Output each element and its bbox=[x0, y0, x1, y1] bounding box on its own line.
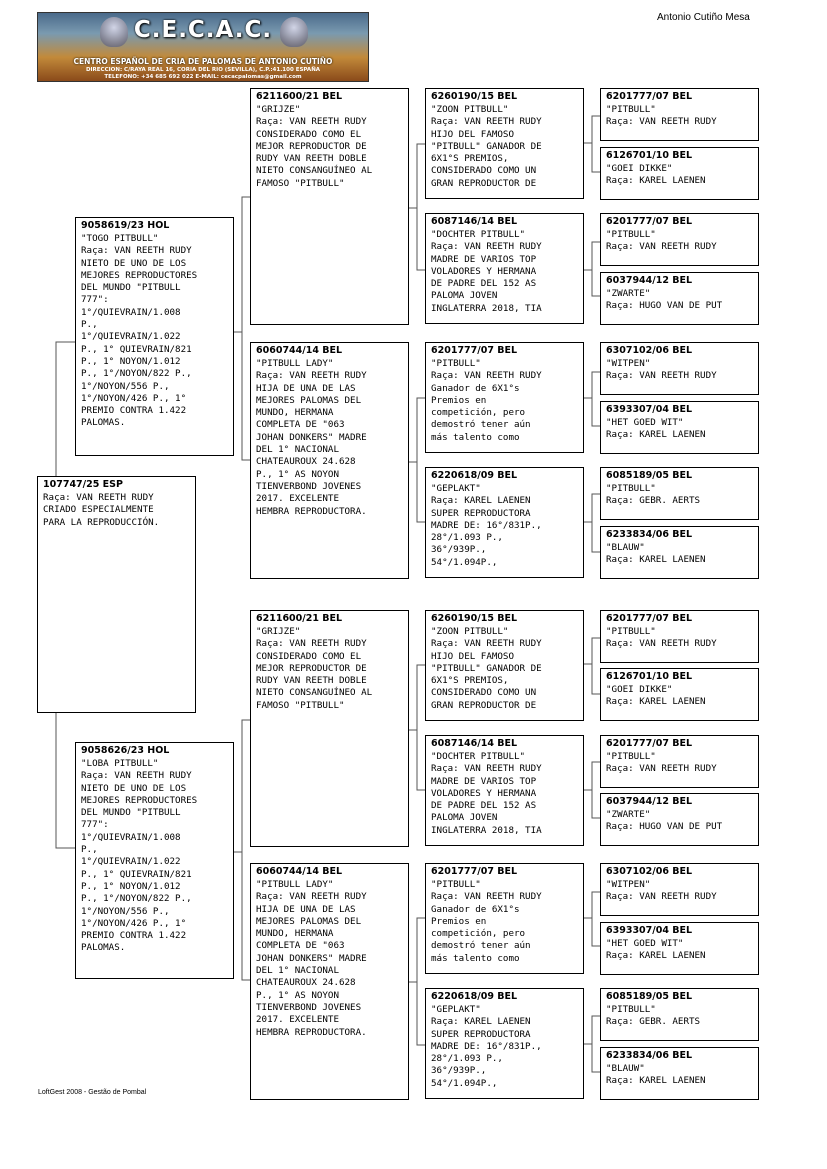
pigeon-description: "DOCHTER PITBULL" Raça: VAN REETH RUDY MADRE DE VARIOS TOP VOLADORES Y HERMANA DE PADRE DEL 152 AS PALOMA JOVEN INGLATERRA 2018, TIA bbox=[431, 751, 542, 836]
ring-number: 6260190/15 BEL bbox=[431, 613, 518, 624]
logo-subtitle: CENTRO ESPAÑOL DE CRIA DE PALOMAS DE ANTONIO CUTIÑO bbox=[73, 57, 333, 66]
ring-number: 6307102/06 BEL bbox=[606, 866, 693, 877]
cecac-logo bbox=[37, 12, 369, 82]
pigeon-description: "BLAUW" Raça: KAREL LAENEN bbox=[606, 542, 706, 566]
pigeon-description: "GRIJZE" Raça: VAN REETH RUDY CONSIDERADO COMO EL MEJOR REPRODUCTOR DE RUDY VAN REETH DOBLE NIETO CONSANGUÍNEO AL FAMOSO "PITBULL" bbox=[256, 104, 373, 189]
pigeon-description: "PITBULL" Raça: VAN REETH RUDY bbox=[606, 626, 717, 650]
ancestor-card bbox=[600, 793, 759, 846]
ancestor-card bbox=[600, 467, 759, 520]
ring-number: 6233834/06 BEL bbox=[606, 529, 693, 540]
pigeon-description: Raça: VAN REETH RUDY CRIADO ESPECIALMENTE PARA LA REPRODUCCIÓN. bbox=[43, 492, 160, 528]
pigeon-description: "HET GOED WIT" Raça: KAREL LAENEN bbox=[606, 938, 706, 962]
ancestor-card bbox=[600, 526, 759, 579]
pigeon-description: "PITBULL" Raça: VAN REETH RUDY Ganador de 6X1°s Premios en competición, pero demostró tener aún más talento como bbox=[431, 358, 542, 443]
subject-card bbox=[37, 476, 196, 713]
pigeon-description: "PITBULL" Raça: VAN REETH RUDY Ganador de 6X1°s Premios en competición, pero demostró tener aún más talento como bbox=[431, 879, 542, 964]
ring-number: 6211600/21 BEL bbox=[256, 613, 343, 624]
ring-number: 6085189/05 BEL bbox=[606, 991, 693, 1002]
ancestor-card bbox=[600, 1047, 759, 1100]
pigeon-description: "WITPEN" Raça: VAN REETH RUDY bbox=[606, 879, 717, 903]
pigeon-description: "GEPLAKT" Raça: KAREL LAENEN SUPER REPRODUCTORA MADRE DE: 16°/831P., 28°/1.093 P., 36°/939P., 54°/1.094P., bbox=[431, 1004, 542, 1089]
ancestor-card bbox=[600, 610, 759, 663]
grandparent-card bbox=[250, 88, 409, 325]
logo-title: C.E.C.A.C. bbox=[133, 17, 273, 43]
great-grandparent-card bbox=[425, 213, 584, 324]
pigeon-description: "ZWARTE" Raça: HUGO VAN DE PUT bbox=[606, 809, 723, 833]
pigeon-description: "ZWARTE" Raça: HUGO VAN DE PUT bbox=[606, 288, 723, 312]
ring-number: 6220618/09 BEL bbox=[431, 991, 518, 1002]
great-grandparent-card bbox=[425, 342, 584, 453]
great-grandparent-card bbox=[425, 863, 584, 974]
pigeon-description: "PITBULL" Raça: VAN REETH RUDY bbox=[606, 229, 717, 253]
sire-card bbox=[75, 217, 234, 456]
great-grandparent-card bbox=[425, 467, 584, 578]
great-grandparent-card bbox=[425, 735, 584, 846]
ancestor-card bbox=[600, 88, 759, 141]
pigeon-description: "PITBULL" Raça: GEBR. AERTS bbox=[606, 1004, 701, 1028]
dam-card bbox=[75, 742, 234, 979]
grandparent-card bbox=[250, 342, 409, 579]
pigeon-description: "TOGO PITBULL" Raça: VAN REETH RUDY NIETO DE UNO DE LOS MEJORES REPRODUCTORES DEL MUNDO "PITBULL 777": 1°/QUIEVRAIN/1.008 P., 1°/QUIEVRAIN/1.022 P., 1° QUIEVRAIN/821 P., 1° NOYON/1.012 P., 1°/NOYON/822 P., 1°/NOYON/556 P., 1°/NOYON/426 P., 1° PREMIO CONTRA 1.422 PALOMAS. bbox=[81, 233, 198, 429]
ring-number: 9058626/23 HOL bbox=[81, 745, 170, 756]
pigeon-description: "PITBULL" Raça: VAN REETH RUDY bbox=[606, 751, 717, 775]
pigeon-description: "LOBA PITBULL" Raça: VAN REETH RUDY NIETO DE UNO DE LOS MEJORES REPRODUCTORES DEL MUNDO "PITBULL 777": 1°/QUIEVRAIN/1.008 P., 1°/QUIEVRAIN/1.022 P., 1° QUIEVRAIN/821 P., 1° NOYON/1.012 P., 1°/NOYON/822 P., 1°/NOYON/556 P., 1°/NOYON/426 P., 1° PREMIO CONTRA 1.422 PALOMAS. bbox=[81, 758, 198, 954]
ring-number: 6060744/14 BEL bbox=[256, 345, 343, 356]
ring-number: 9058619/23 HOL bbox=[81, 220, 170, 231]
ancestor-card bbox=[600, 213, 759, 266]
pigeon-description: "BLAUW" Raça: KAREL LAENEN bbox=[606, 1063, 706, 1087]
pigeon-description: "DOCHTER PITBULL" Raça: VAN REETH RUDY MADRE DE VARIOS TOP VOLADORES Y HERMANA DE PADRE DEL 152 AS PALOMA JOVEN INGLATERRA 2018, TIA bbox=[431, 229, 542, 314]
ring-number: 107747/25 ESP bbox=[43, 479, 123, 490]
ring-number: 6201777/07 BEL bbox=[431, 866, 518, 877]
pigeon-description: "PITBULL" Raça: GEBR. AERTS bbox=[606, 483, 701, 507]
grandparent-card bbox=[250, 610, 409, 847]
ancestor-card bbox=[600, 401, 759, 454]
pigeon-description: "PITBULL LADY" Raça: VAN REETH RUDY HIJA DE UNA DE LAS MEJORES PALOMAS DEL MUNDO, HERMANA COMPLETA DE "063 JOHAN DONKERS" MADRE DEL 1° NACIONAL CHATEAUROUX 24.628 P., 1° AS NOYON TIENVERBOND JOVENES 2017. EXCELENTE HEMBRA REPRODUCTORA. bbox=[256, 879, 367, 1038]
ring-number: 6201777/07 BEL bbox=[431, 345, 518, 356]
ring-number: 6126701/10 BEL bbox=[606, 671, 693, 682]
pigeon-description: "ZOON PITBULL" Raça: VAN REETH RUDY HIJO DEL FAMOSO "PITBULL" GANADOR DE 6X1°S PREMIOS, CONSIDERADO COMO UN GRAN REPRODUCTOR DE bbox=[431, 104, 542, 189]
ring-number: 6201777/07 BEL bbox=[606, 216, 693, 227]
ring-number: 6211600/21 BEL bbox=[256, 91, 343, 102]
ancestor-card bbox=[600, 735, 759, 788]
pigeon-description: "GEPLAKT" Raça: KAREL LAENEN SUPER REPRODUCTORA MADRE DE: 16°/831P., 28°/1.093 P., 36°/939P., 54°/1.094P., bbox=[431, 483, 542, 568]
ring-number: 6037944/12 BEL bbox=[606, 275, 693, 286]
great-grandparent-card bbox=[425, 988, 584, 1099]
ring-number: 6126701/10 BEL bbox=[606, 150, 693, 161]
pigeon-description: "ZOON PITBULL" Raça: VAN REETH RUDY HIJO DEL FAMOSO "PITBULL" GANADOR DE 6X1°S PREMIOS, CONSIDERADO COMO UN GRAN REPRODUCTOR DE bbox=[431, 626, 542, 711]
footer-credit: LoftGest 2008 - Gestão de Pombal bbox=[38, 1089, 147, 1096]
ring-number: 6085189/05 BEL bbox=[606, 470, 693, 481]
ring-number: 6220618/09 BEL bbox=[431, 470, 518, 481]
ring-number: 6393307/04 BEL bbox=[606, 925, 693, 936]
pigeon-description: "GOEI DIKKE" Raça: KAREL LAENEN bbox=[606, 163, 706, 187]
ancestor-card bbox=[600, 342, 759, 395]
ring-number: 6393307/04 BEL bbox=[606, 404, 693, 415]
ring-number: 6307102/06 BEL bbox=[606, 345, 693, 356]
ring-number: 6087146/14 BEL bbox=[431, 216, 518, 227]
pigeon-description: "PITBULL LADY" Raça: VAN REETH RUDY HIJA DE UNA DE LAS MEJORES PALOMAS DEL MUNDO, HERMANA COMPLETA DE "063 JOHAN DONKERS" MADRE DEL 1° NACIONAL CHATEAUROUX 24.628 P., 1° AS NOYON TIENVERBOND JOVENES 2017. EXCELENTE HEMBRA REPRODUCTORA. bbox=[256, 358, 367, 517]
ring-number: 6201777/07 BEL bbox=[606, 91, 693, 102]
pigeon-description: "WITPEN" Raça: VAN REETH RUDY bbox=[606, 358, 717, 382]
grandparent-card bbox=[250, 863, 409, 1100]
ring-number: 6260190/15 BEL bbox=[431, 91, 518, 102]
owner-name: Antonio Cutiño Mesa bbox=[657, 12, 750, 23]
ring-number: 6201777/07 BEL bbox=[606, 738, 693, 749]
pigeon-description: "GRIJZE" Raça: VAN REETH RUDY CONSIDERADO COMO EL MEJOR REPRODUCTOR DE RUDY VAN REETH DOBLE NIETO CONSANGUÍNEO AL FAMOSO "PITBULL" bbox=[256, 626, 373, 711]
ancestor-card bbox=[600, 147, 759, 200]
ancestor-card bbox=[600, 922, 759, 975]
ancestor-card bbox=[600, 272, 759, 325]
ring-number: 6233834/06 BEL bbox=[606, 1050, 693, 1061]
logo-address: DIRECCION: C/RAYA REAL 16, CORIA DEL RIO (SEVILLA), C.P.:41.100 ESPAÑA bbox=[85, 67, 321, 73]
pigeon-description: "GOEI DIKKE" Raça: KAREL LAENEN bbox=[606, 684, 706, 708]
ring-number: 6087146/14 BEL bbox=[431, 738, 518, 749]
logo-contact: TELEFONO: +34 685 692 022 E-MAIL: cecacpalomas@gmail.com bbox=[104, 74, 302, 80]
great-grandparent-card bbox=[425, 610, 584, 721]
great-grandparent-card bbox=[425, 88, 584, 199]
ring-number: 6060744/14 BEL bbox=[256, 866, 343, 877]
pigeon-description: "PITBULL" Raça: VAN REETH RUDY bbox=[606, 104, 717, 128]
ancestor-card bbox=[600, 668, 759, 721]
ring-number: 6201777/07 BEL bbox=[606, 613, 693, 624]
ancestor-card bbox=[600, 863, 759, 916]
ring-number: 6037944/12 BEL bbox=[606, 796, 693, 807]
ancestor-card bbox=[600, 988, 759, 1041]
pigeon-description: "HET GOED WIT" Raça: KAREL LAENEN bbox=[606, 417, 706, 441]
